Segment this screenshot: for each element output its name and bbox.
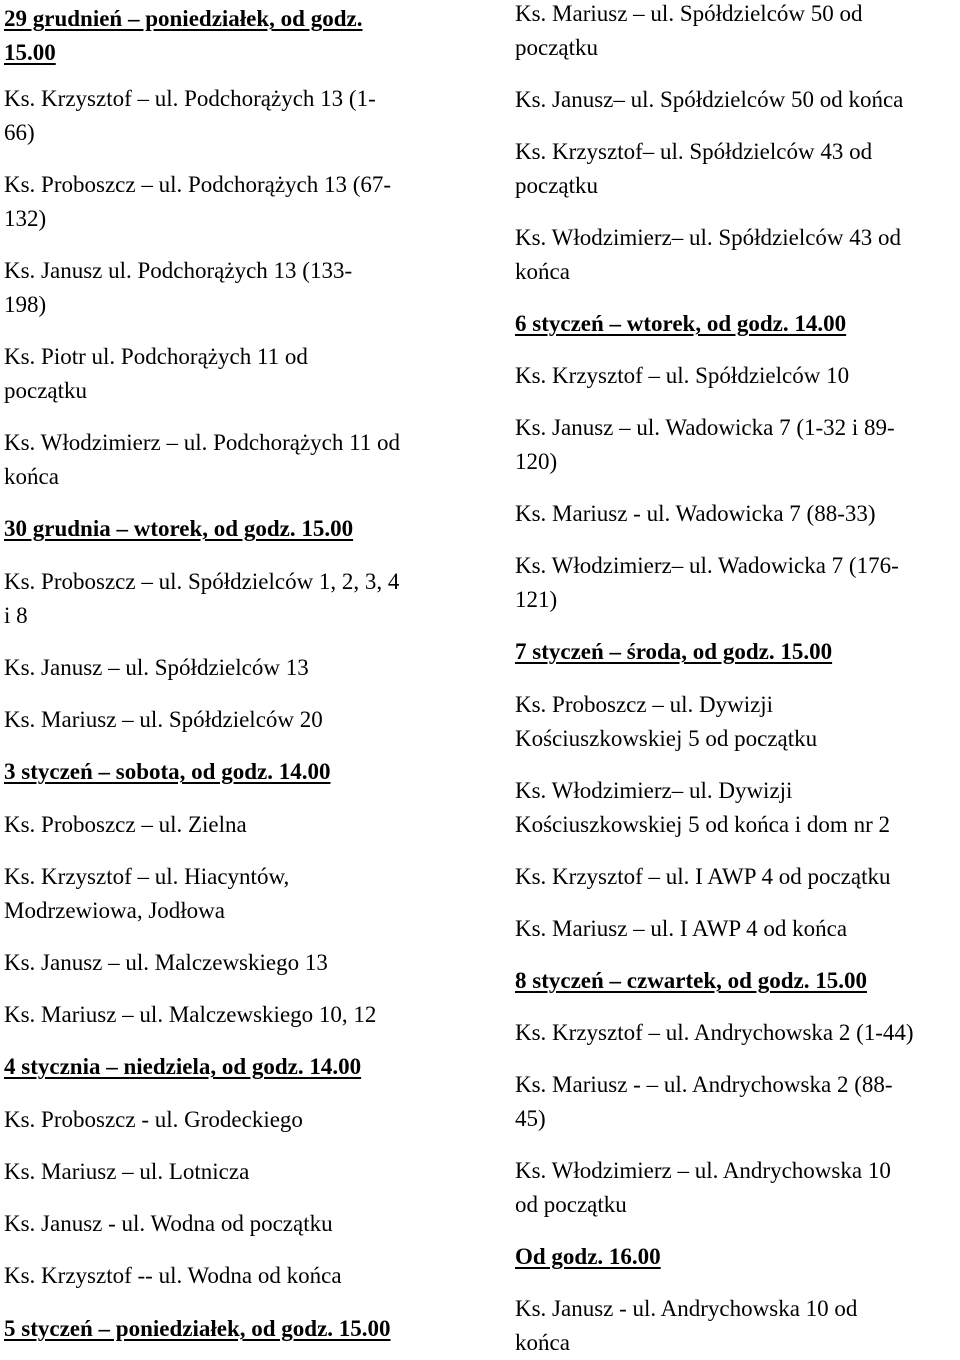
assignment-entry: Ks. Janusz - ul. Wodna od początku <box>4 1211 333 1236</box>
assignment-entry: Ks. Włodzimierz– ul. Spółdzielców 43 od końca <box>515 225 902 284</box>
assignment-entry: Ks. Proboszcz – ul. Spółdzielców 1, 2, 3, 4 i 8 <box>4 569 400 628</box>
assignment-entry: Ks. Proboszcz - ul. Grodeckiego <box>4 1107 303 1132</box>
assignment-entry: Ks. Mariusz – ul. Lotnicza <box>4 1159 250 1184</box>
assignment-entry: Ks. Włodzimierz– ul. Dywizji Kościuszkowskiej 5 od końca i dom nr 2 <box>515 778 890 837</box>
schedule-heading: 4 stycznia – niedziela, od godz. 14.00 <box>4 1054 362 1079</box>
schedule-heading: 7 styczeń – środa, od godz. 15.00 <box>515 639 833 664</box>
assignment-entry: Ks. Piotr ul. Podchorążych 11 od początku <box>4 344 308 403</box>
assignment-entry: Ks. Krzysztof -- ul. Wodna od końca <box>4 1263 342 1288</box>
assignment-entry: Ks. Janusz – ul. Spółdzielców 13 <box>4 655 309 680</box>
schedule-heading: 30 grudnia – wtorek, od godz. 15.00 <box>4 516 354 541</box>
assignment-entry: Ks. Krzysztof – ul. Hiacyntów, Modrzewiowa, Jodłowa <box>4 864 290 923</box>
schedule-heading: 6 styczeń – wtorek, od godz. 14.00 <box>515 311 847 336</box>
assignment-entry: Ks. Krzysztof – ul. Andrychowska 2 (1-44) <box>515 1020 914 1045</box>
assignment-entry: Ks. Krzysztof – ul. Podchorążych 13 (1- 66) <box>4 86 376 145</box>
assignment-entry: Ks. Włodzimierz – ul. Podchorążych 11 od końca <box>4 430 401 489</box>
assignment-entry: Ks. Mariusz – ul. Malczewskiego 10, 12 <box>4 1002 377 1027</box>
assignment-entry: Ks. Mariusz – ul. I AWP 4 od końca <box>515 916 848 941</box>
assignment-entry: Ks. Janusz– ul. Spółdzielców 50 od końca <box>515 87 904 112</box>
schedule-heading: 3 styczeń – sobota, od godz. 14.00 <box>4 759 331 784</box>
assignment-entry: Ks. Mariusz – ul. Spółdzielców 20 <box>4 707 323 732</box>
schedule-heading: 5 styczeń – poniedziałek, od godz. 15.00 <box>4 1316 391 1341</box>
assignment-entry: Ks. Proboszcz – ul. Dywizji Kościuszkowskiej 5 od początku <box>515 692 818 751</box>
assignment-entry: Ks. Proboszcz – ul. Podchorążych 13 (67- 132) <box>4 172 392 231</box>
assignment-entry: Ks. Janusz - ul. Andrychowska 10 od końca <box>515 1296 858 1355</box>
assignment-entry: Ks. Włodzimierz– ul. Wadowicka 7 (176- 121) <box>515 553 899 612</box>
assignment-entry: Ks. Krzysztof – ul. Spółdzielców 10 <box>515 363 850 388</box>
assignment-entry: Ks. Janusz ul. Podchorążych 13 (133- 198) <box>4 258 353 317</box>
assignment-entry: Ks. Janusz – ul. Malczewskiego 13 <box>4 950 328 975</box>
assignment-entry: Ks. Krzysztof– ul. Spółdzielców 43 od początku <box>515 139 873 198</box>
schedule-heading: 29 grudnień – poniedziałek, od godz. 15.00 <box>4 6 363 65</box>
assignment-entry: Ks. Mariusz - ul. Wadowicka 7 (88-33) <box>515 501 876 526</box>
assignment-entry: Ks. Włodzimierz – ul. Andrychowska 10 od początku <box>515 1158 891 1217</box>
assignment-entry: Ks. Janusz – ul. Wadowicka 7 (1-32 i 89- 120) <box>515 415 895 474</box>
schedule-heading: 8 styczeń – czwartek, od godz. 15.00 <box>515 968 867 993</box>
assignment-entry: Ks. Proboszcz – ul. Zielna <box>4 812 247 837</box>
assignment-entry: Ks. Krzysztof – ul. I AWP 4 od początku <box>515 864 891 889</box>
assignment-entry: Ks. Mariusz - – ul. Andrychowska 2 (88- 45) <box>515 1072 893 1131</box>
assignment-entry: Ks. Mariusz – ul. Spółdzielców 50 od początku <box>515 1 863 60</box>
schedule-heading: Od godz. 16.00 <box>515 1244 661 1269</box>
